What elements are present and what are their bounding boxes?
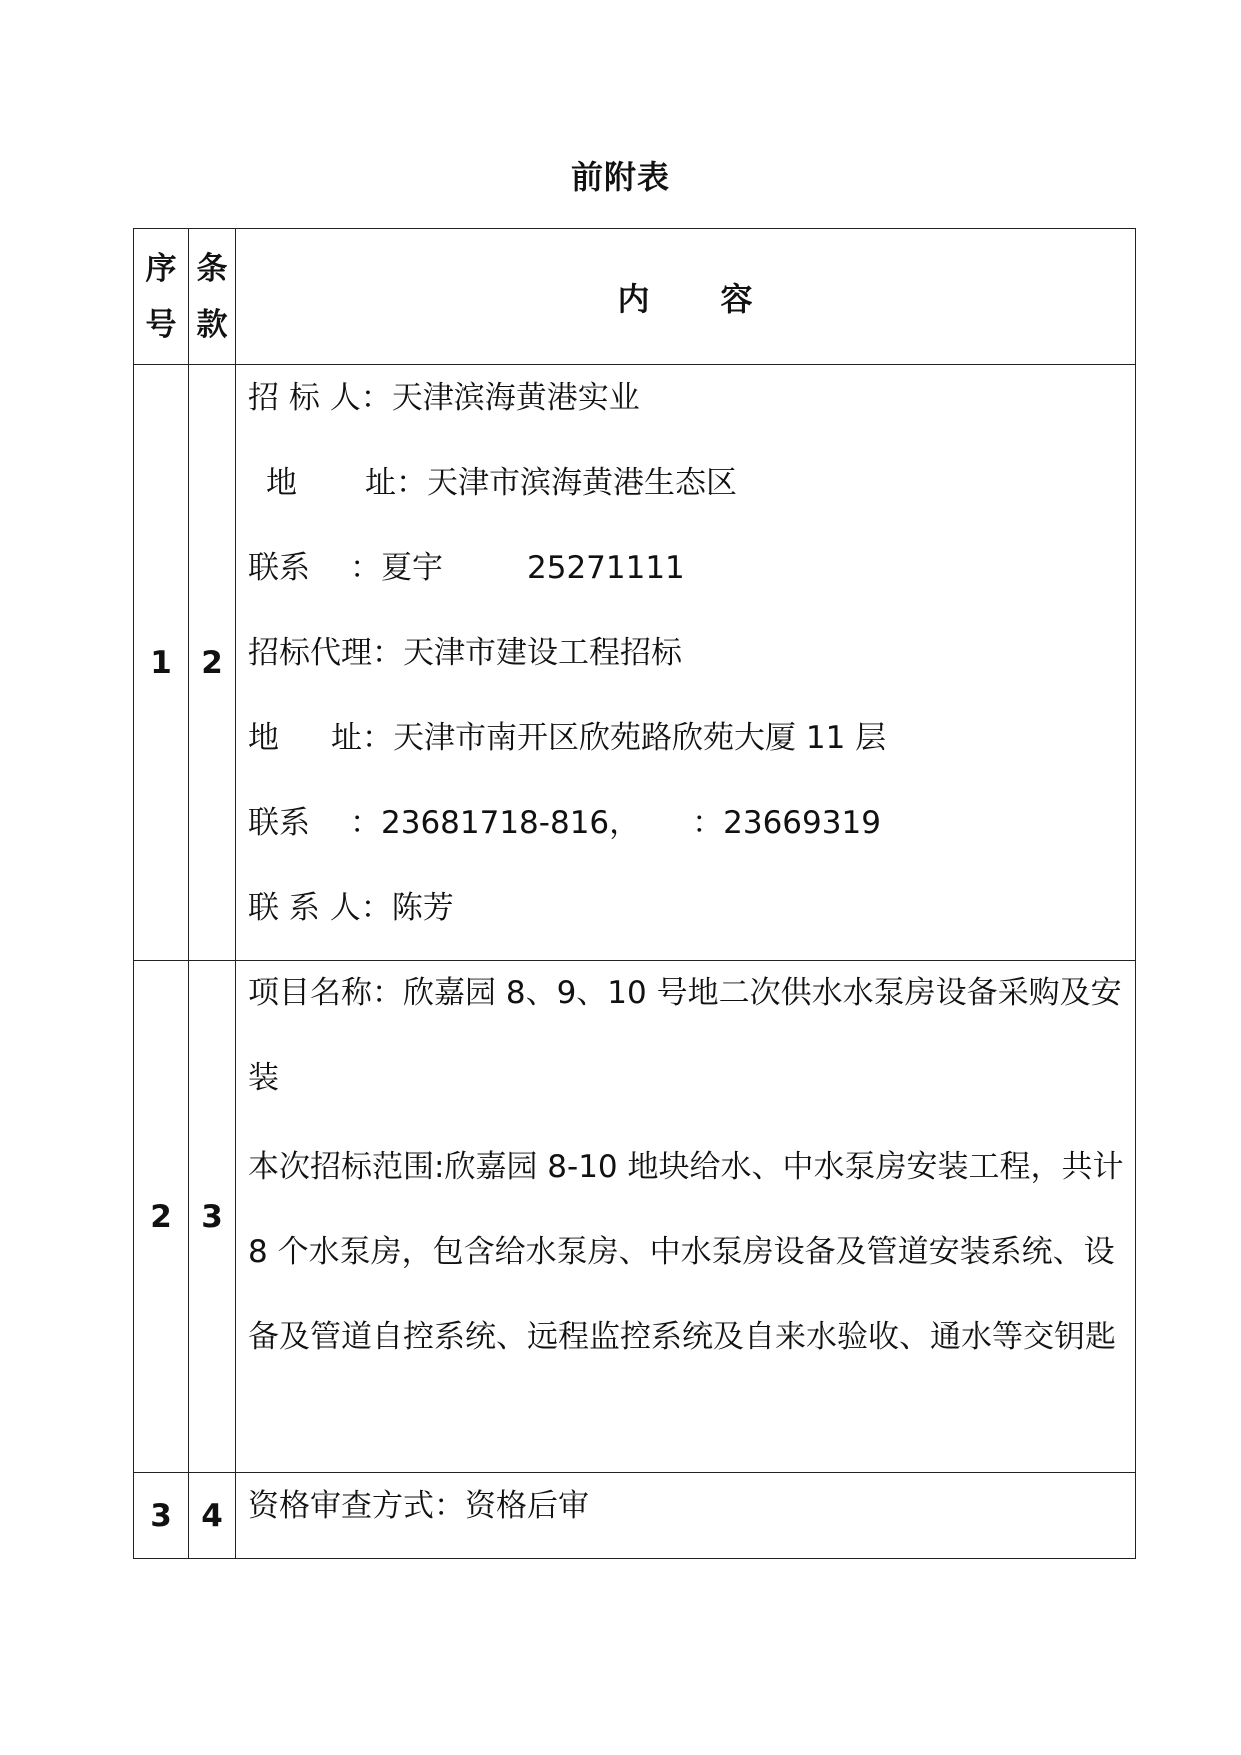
address2-line [248, 705, 1125, 790]
address1-line [248, 450, 1125, 535]
row-content [236, 365, 1136, 961]
tenderer-line [248, 365, 1125, 450]
table-row [134, 1473, 1136, 1559]
header-content-b: 容 [720, 279, 754, 318]
row-no: 1 [134, 365, 189, 961]
project-name-text: 项目名称：欣嘉园 8、9、10 号地二次供水水泵房设备采购及安装 [248, 975, 1122, 1096]
address2-label-a: 地 [248, 720, 279, 756]
row-no: 3 [134, 1473, 189, 1559]
row-clause: 2 [189, 365, 236, 961]
header-no [134, 229, 189, 365]
person-line [248, 875, 1125, 960]
table-row [134, 365, 1136, 961]
qualification-text: 资格审查方式：资格后审 [248, 1488, 589, 1524]
row-content [236, 1473, 1136, 1559]
contact2-line [248, 790, 1125, 875]
address1-label-a: 地 [266, 465, 297, 501]
address1-label-b: 址： [365, 465, 427, 501]
contact2-fax: ：23669319 [692, 805, 881, 841]
person-value: 陈芳 [391, 890, 454, 926]
address2-label-b: 址： [331, 720, 393, 756]
row-no: 2 [134, 961, 189, 1473]
row-content [236, 961, 1136, 1473]
contact2-label: 联系 [248, 805, 310, 841]
address1-value: 天津市滨海黄港生态区 [427, 465, 737, 501]
scope-text: 本次招标范围:欣嘉园 8-10 地块给水、中水泵房安装工程，共计 8 个水泵房，包含给水泵房、中水泵房设备及管道安装系统、设备及管道自控系统、远程监控系统及自来水验收、通水等交钥匙 [248, 1149, 1124, 1355]
header-no-bottom: 号 [145, 306, 177, 343]
header-no-top: 序 [145, 250, 177, 287]
agent-value: 天津市建设工程招标 [403, 635, 682, 671]
table-header-row [134, 229, 1136, 365]
address2-value: 天津市南开区欣苑路欣苑大厦 11 层 [393, 720, 887, 756]
header-clause-top: 条 [196, 250, 228, 287]
front-appendix-table [133, 228, 1136, 1559]
person-label: 联 系 人： [248, 890, 392, 926]
contact1-phone: 25271111 [527, 550, 685, 586]
header-content-a: 内 [617, 279, 651, 318]
header-clause [189, 229, 236, 365]
page-title: 前附表 [570, 158, 670, 196]
table-row [134, 961, 1136, 1473]
contact1-line [248, 535, 1125, 620]
contact1-name: ：夏宇 [350, 550, 443, 586]
contact1-label: 联系 [248, 550, 310, 586]
header-content [236, 229, 1136, 365]
row-clause: 3 [189, 961, 236, 1473]
header-clause-bottom: 款 [196, 306, 228, 343]
tenderer-label: 招 标 人： [248, 380, 392, 416]
agent-label: 招标代理： [248, 635, 403, 671]
row-clause: 4 [189, 1473, 236, 1559]
agent-line [248, 620, 1125, 705]
tenderer-value: 天津滨海黄港实业 [391, 380, 640, 416]
contact2-phone: ：23681718-816， [350, 805, 641, 841]
